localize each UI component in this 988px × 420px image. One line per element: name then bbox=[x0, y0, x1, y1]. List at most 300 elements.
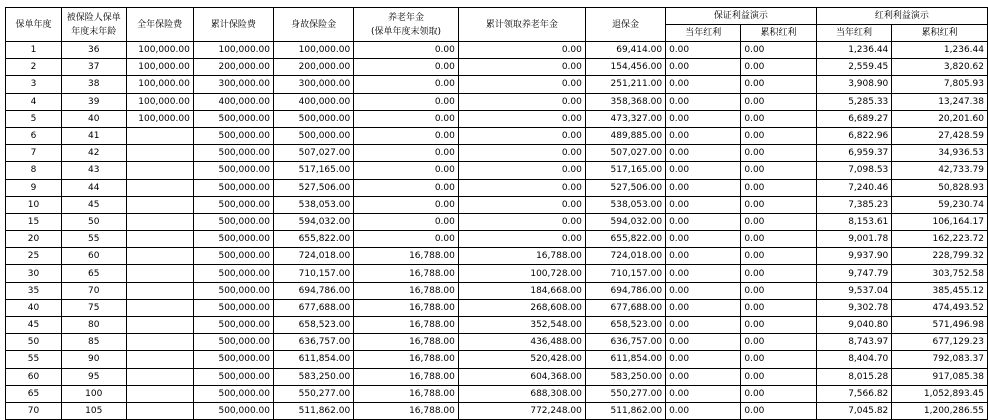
header-policy-year: 保单年度 bbox=[6, 8, 62, 42]
table-row bbox=[6, 248, 988, 265]
cell-surrender-value: 710,157.00 bbox=[585, 265, 665, 282]
cell-cumulative-pension: 0.00 bbox=[458, 93, 585, 110]
cell-cumulative-premium: 200,000.00 bbox=[193, 59, 273, 76]
cell-insured-age: 60 bbox=[61, 248, 126, 265]
cell-guaranteed-current: 0.00 bbox=[666, 265, 741, 282]
cell-bonus-current: 7,240.46 bbox=[816, 179, 892, 196]
cell-bonus-cumulative: 571,496.98 bbox=[892, 317, 988, 334]
cell-annual-premium bbox=[126, 385, 193, 402]
cell-guaranteed-current: 0.00 bbox=[666, 317, 741, 334]
cell-death-benefit: 517,165.00 bbox=[274, 162, 354, 179]
header-pension-title: 养老年金 bbox=[388, 12, 425, 23]
cell-bonus-cumulative: 385,455.12 bbox=[892, 282, 988, 299]
cell-death-benefit: 658,523.00 bbox=[274, 317, 354, 334]
cell-guaranteed-current: 0.00 bbox=[666, 334, 741, 351]
cell-cumulative-premium: 500,000.00 bbox=[193, 334, 273, 351]
cell-cumulative-pension: 0.00 bbox=[458, 42, 585, 59]
cell-cumulative-pension: 352,548.00 bbox=[458, 317, 585, 334]
cell-cumulative-premium: 500,000.00 bbox=[193, 110, 273, 127]
cell-guaranteed-current: 0.00 bbox=[666, 93, 741, 110]
cell-surrender-value: 636,757.00 bbox=[585, 334, 665, 351]
cell-bonus-cumulative: 13,247.38 bbox=[892, 93, 988, 110]
cell-death-benefit: 724,018.00 bbox=[274, 248, 354, 265]
cell-bonus-cumulative: 50,828.93 bbox=[892, 179, 988, 196]
cell-bonus-cumulative: 792,083.37 bbox=[892, 351, 988, 368]
cell-guaranteed-cumulative: 0.00 bbox=[741, 402, 816, 419]
cell-guaranteed-cumulative: 0.00 bbox=[741, 248, 816, 265]
cell-bonus-cumulative: 303,752.58 bbox=[892, 265, 988, 282]
cell-cumulative-pension: 0.00 bbox=[458, 196, 585, 213]
cell-insured-age: 80 bbox=[61, 317, 126, 334]
cell-policy-year: 15 bbox=[6, 213, 62, 230]
cell-pension: 16,788.00 bbox=[354, 317, 459, 334]
cell-guaranteed-cumulative: 0.00 bbox=[741, 265, 816, 282]
cell-cumulative-premium: 100,000.00 bbox=[193, 42, 273, 59]
cell-guaranteed-cumulative: 0.00 bbox=[741, 162, 816, 179]
cell-guaranteed-current: 0.00 bbox=[666, 127, 741, 144]
table-row bbox=[6, 162, 988, 179]
cell-policy-year: 4 bbox=[6, 93, 62, 110]
cell-surrender-value: 550,277.00 bbox=[585, 385, 665, 402]
cell-policy-year: 9 bbox=[6, 179, 62, 196]
cell-policy-year: 8 bbox=[6, 162, 62, 179]
cell-surrender-value: 724,018.00 bbox=[585, 248, 665, 265]
cell-pension: 16,788.00 bbox=[354, 368, 459, 385]
cell-guaranteed-current: 0.00 bbox=[666, 282, 741, 299]
cell-pension: 0.00 bbox=[354, 42, 459, 59]
cell-cumulative-pension: 436,488.00 bbox=[458, 334, 585, 351]
cell-bonus-current: 8,015.28 bbox=[816, 368, 892, 385]
table-row bbox=[6, 351, 988, 368]
cell-cumulative-pension: 184,668.00 bbox=[458, 282, 585, 299]
cell-pension: 0.00 bbox=[354, 196, 459, 213]
cell-policy-year: 50 bbox=[6, 334, 62, 351]
cell-cumulative-pension: 604,368.00 bbox=[458, 368, 585, 385]
cell-surrender-value: 538,053.00 bbox=[585, 196, 665, 213]
cell-pension: 16,788.00 bbox=[354, 334, 459, 351]
cell-annual-premium bbox=[126, 265, 193, 282]
cell-bonus-cumulative: 162,223.72 bbox=[892, 231, 988, 248]
cell-pension: 0.00 bbox=[354, 162, 459, 179]
cell-cumulative-pension: 0.00 bbox=[458, 76, 585, 93]
cell-insured-age: 37 bbox=[61, 59, 126, 76]
cell-death-benefit: 300,000.00 bbox=[274, 76, 354, 93]
cell-guaranteed-current: 0.00 bbox=[666, 299, 741, 316]
cell-annual-premium bbox=[126, 402, 193, 419]
table-row bbox=[6, 76, 988, 93]
header-insured-age-label: 被保险人保单年度末年龄 bbox=[66, 12, 121, 37]
cell-policy-year: 40 bbox=[6, 299, 62, 316]
cell-surrender-value: 69,414.00 bbox=[585, 42, 665, 59]
cell-cumulative-premium: 500,000.00 bbox=[193, 351, 273, 368]
cell-cumulative-premium: 500,000.00 bbox=[193, 196, 273, 213]
cell-guaranteed-current: 0.00 bbox=[666, 213, 741, 230]
cell-insured-age: 50 bbox=[61, 213, 126, 230]
cell-annual-premium: 100,000.00 bbox=[126, 59, 193, 76]
cell-policy-year: 6 bbox=[6, 127, 62, 144]
cell-policy-year: 30 bbox=[6, 265, 62, 282]
cell-bonus-cumulative: 474,493.52 bbox=[892, 299, 988, 316]
table-row bbox=[6, 213, 988, 230]
cell-cumulative-pension: 268,608.00 bbox=[458, 299, 585, 316]
cell-annual-premium bbox=[126, 334, 193, 351]
cell-cumulative-pension: 0.00 bbox=[458, 162, 585, 179]
cell-surrender-value: 611,854.00 bbox=[585, 351, 665, 368]
cell-bonus-cumulative: 7,805.93 bbox=[892, 76, 988, 93]
cell-bonus-current: 9,747.79 bbox=[816, 265, 892, 282]
cell-annual-premium bbox=[126, 351, 193, 368]
cell-death-benefit: 200,000.00 bbox=[274, 59, 354, 76]
cell-guaranteed-cumulative: 0.00 bbox=[741, 42, 816, 59]
cell-annual-premium: 100,000.00 bbox=[126, 42, 193, 59]
cell-guaranteed-cumulative: 0.00 bbox=[741, 110, 816, 127]
cell-surrender-value: 489,885.00 bbox=[585, 127, 665, 144]
cell-guaranteed-current: 0.00 bbox=[666, 368, 741, 385]
cell-bonus-current: 1,236.44 bbox=[816, 42, 892, 59]
cell-cumulative-premium: 500,000.00 bbox=[193, 145, 273, 162]
cell-insured-age: 105 bbox=[61, 402, 126, 419]
cell-guaranteed-cumulative: 0.00 bbox=[741, 334, 816, 351]
header-death-benefit: 身故保险金 bbox=[274, 8, 354, 42]
cell-death-benefit: 500,000.00 bbox=[274, 127, 354, 144]
cell-surrender-value: 694,786.00 bbox=[585, 282, 665, 299]
cell-bonus-cumulative: 1,052,893.45 bbox=[892, 385, 988, 402]
cell-bonus-cumulative: 1,236.44 bbox=[892, 42, 988, 59]
cell-insured-age: 38 bbox=[61, 76, 126, 93]
cell-guaranteed-cumulative: 0.00 bbox=[741, 196, 816, 213]
cell-annual-premium bbox=[126, 145, 193, 162]
table-row bbox=[6, 127, 988, 144]
cell-pension: 16,788.00 bbox=[354, 282, 459, 299]
cell-policy-year: 1 bbox=[6, 42, 62, 59]
cell-guaranteed-current: 0.00 bbox=[666, 110, 741, 127]
cell-guaranteed-cumulative: 0.00 bbox=[741, 299, 816, 316]
cell-pension: 0.00 bbox=[354, 110, 459, 127]
cell-guaranteed-cumulative: 0.00 bbox=[741, 385, 816, 402]
cell-annual-premium bbox=[126, 368, 193, 385]
cell-death-benefit: 655,822.00 bbox=[274, 231, 354, 248]
table-row bbox=[6, 265, 988, 282]
cell-bonus-current: 5,285.33 bbox=[816, 93, 892, 110]
cell-guaranteed-current: 0.00 bbox=[666, 385, 741, 402]
cell-cumulative-premium: 500,000.00 bbox=[193, 213, 273, 230]
cell-bonus-cumulative: 677,129.23 bbox=[892, 334, 988, 351]
table-row bbox=[6, 231, 988, 248]
cell-death-benefit: 527,506.00 bbox=[274, 179, 354, 196]
cell-cumulative-premium: 500,000.00 bbox=[193, 127, 273, 144]
table-row bbox=[6, 402, 988, 419]
cell-annual-premium bbox=[126, 196, 193, 213]
cell-surrender-value: 594,032.00 bbox=[585, 213, 665, 230]
cell-insured-age: 39 bbox=[61, 93, 126, 110]
cell-pension: 0.00 bbox=[354, 231, 459, 248]
cell-pension: 0.00 bbox=[354, 93, 459, 110]
cell-bonus-current: 8,743.97 bbox=[816, 334, 892, 351]
cell-insured-age: 70 bbox=[61, 282, 126, 299]
cell-annual-premium bbox=[126, 179, 193, 196]
header-cumulative-pension: 累计领取养老年金 bbox=[458, 8, 585, 42]
cell-bonus-current: 7,045.82 bbox=[816, 402, 892, 419]
cell-cumulative-premium: 500,000.00 bbox=[193, 385, 273, 402]
cell-pension: 16,788.00 bbox=[354, 265, 459, 282]
header-pension bbox=[354, 8, 459, 42]
table-row bbox=[6, 282, 988, 299]
cell-guaranteed-cumulative: 0.00 bbox=[741, 179, 816, 196]
cell-insured-age: 65 bbox=[61, 265, 126, 282]
cell-guaranteed-current: 0.00 bbox=[666, 145, 741, 162]
cell-death-benefit: 538,053.00 bbox=[274, 196, 354, 213]
cell-insured-age: 45 bbox=[61, 196, 126, 213]
cell-bonus-current: 9,302.78 bbox=[816, 299, 892, 316]
cell-cumulative-pension: 0.00 bbox=[458, 127, 585, 144]
cell-insured-age: 55 bbox=[61, 231, 126, 248]
cell-cumulative-pension: 100,728.00 bbox=[458, 265, 585, 282]
cell-annual-premium bbox=[126, 127, 193, 144]
cell-guaranteed-cumulative: 0.00 bbox=[741, 213, 816, 230]
cell-guaranteed-cumulative: 0.00 bbox=[741, 282, 816, 299]
cell-death-benefit: 611,854.00 bbox=[274, 351, 354, 368]
cell-cumulative-premium: 500,000.00 bbox=[193, 248, 273, 265]
cell-pension: 0.00 bbox=[354, 127, 459, 144]
cell-cumulative-premium: 400,000.00 bbox=[193, 93, 273, 110]
cell-insured-age: 40 bbox=[61, 110, 126, 127]
cell-guaranteed-current: 0.00 bbox=[666, 248, 741, 265]
cell-policy-year: 3 bbox=[6, 76, 62, 93]
cell-guaranteed-current: 0.00 bbox=[666, 59, 741, 76]
cell-cumulative-premium: 500,000.00 bbox=[193, 402, 273, 419]
table-row bbox=[6, 385, 988, 402]
table-row bbox=[6, 368, 988, 385]
cell-guaranteed-current: 0.00 bbox=[666, 179, 741, 196]
header-pension-subtitle: (保单年度末领取) bbox=[371, 26, 442, 37]
cell-annual-premium: 100,000.00 bbox=[126, 93, 193, 110]
cell-bonus-current: 8,404.70 bbox=[816, 351, 892, 368]
cell-policy-year: 60 bbox=[6, 368, 62, 385]
cell-pension: 0.00 bbox=[354, 145, 459, 162]
cell-bonus-cumulative: 106,164.17 bbox=[892, 213, 988, 230]
benefit-illustration-table bbox=[5, 7, 988, 420]
header-bonus-group: 红利利益演示 bbox=[816, 8, 987, 25]
cell-cumulative-premium: 300,000.00 bbox=[193, 76, 273, 93]
cell-insured-age: 90 bbox=[61, 351, 126, 368]
header-insured-age bbox=[61, 8, 126, 42]
cell-bonus-current: 9,537.04 bbox=[816, 282, 892, 299]
cell-insured-age: 44 bbox=[61, 179, 126, 196]
cell-guaranteed-current: 0.00 bbox=[666, 351, 741, 368]
cell-annual-premium bbox=[126, 231, 193, 248]
cell-insured-age: 36 bbox=[61, 42, 126, 59]
cell-pension: 0.00 bbox=[354, 76, 459, 93]
cell-surrender-value: 473,327.00 bbox=[585, 110, 665, 127]
cell-cumulative-pension: 0.00 bbox=[458, 59, 585, 76]
cell-insured-age: 42 bbox=[61, 145, 126, 162]
cell-death-benefit: 550,277.00 bbox=[274, 385, 354, 402]
header-surrender-value: 退保金 bbox=[585, 8, 665, 42]
cell-surrender-value: 154,456.00 bbox=[585, 59, 665, 76]
cell-pension: 0.00 bbox=[354, 179, 459, 196]
cell-pension: 16,788.00 bbox=[354, 351, 459, 368]
cell-policy-year: 55 bbox=[6, 351, 62, 368]
cell-pension: 0.00 bbox=[354, 213, 459, 230]
cell-bonus-current: 9,001.78 bbox=[816, 231, 892, 248]
table-row bbox=[6, 299, 988, 316]
cell-bonus-current: 3,908.90 bbox=[816, 76, 892, 93]
cell-annual-premium bbox=[126, 317, 193, 334]
cell-bonus-cumulative: 917,085.38 bbox=[892, 368, 988, 385]
cell-bonus-current: 7,098.53 bbox=[816, 162, 892, 179]
cell-guaranteed-current: 0.00 bbox=[666, 76, 741, 93]
cell-policy-year: 10 bbox=[6, 196, 62, 213]
cell-cumulative-pension: 0.00 bbox=[458, 213, 585, 230]
cell-policy-year: 70 bbox=[6, 402, 62, 419]
cell-insured-age: 75 bbox=[61, 299, 126, 316]
cell-cumulative-premium: 500,000.00 bbox=[193, 179, 273, 196]
cell-bonus-cumulative: 27,428.59 bbox=[892, 127, 988, 144]
cell-bonus-cumulative: 42,733.79 bbox=[892, 162, 988, 179]
cell-bonus-cumulative: 1,200,286.55 bbox=[892, 402, 988, 419]
header-bonus-cumulative: 累积红利 bbox=[892, 25, 988, 42]
cell-death-benefit: 507,027.00 bbox=[274, 145, 354, 162]
cell-cumulative-premium: 500,000.00 bbox=[193, 231, 273, 248]
cell-death-benefit: 400,000.00 bbox=[274, 93, 354, 110]
table-row bbox=[6, 93, 988, 110]
cell-policy-year: 45 bbox=[6, 317, 62, 334]
cell-cumulative-pension: 688,308.00 bbox=[458, 385, 585, 402]
cell-annual-premium: 100,000.00 bbox=[126, 76, 193, 93]
cell-guaranteed-cumulative: 0.00 bbox=[741, 127, 816, 144]
table-body bbox=[6, 42, 988, 420]
cell-bonus-current: 2,559.45 bbox=[816, 59, 892, 76]
cell-cumulative-pension: 0.00 bbox=[458, 110, 585, 127]
cell-cumulative-pension: 520,428.00 bbox=[458, 351, 585, 368]
cell-pension: 16,788.00 bbox=[354, 248, 459, 265]
cell-pension: 16,788.00 bbox=[354, 385, 459, 402]
header-cumulative-premium: 累计保险费 bbox=[193, 8, 273, 42]
cell-bonus-current: 7,566.82 bbox=[816, 385, 892, 402]
cell-cumulative-premium: 500,000.00 bbox=[193, 317, 273, 334]
table-row bbox=[6, 179, 988, 196]
cell-death-benefit: 100,000.00 bbox=[274, 42, 354, 59]
cell-annual-premium bbox=[126, 213, 193, 230]
table-row bbox=[6, 59, 988, 76]
cell-pension: 0.00 bbox=[354, 59, 459, 76]
cell-surrender-value: 655,822.00 bbox=[585, 231, 665, 248]
cell-policy-year: 2 bbox=[6, 59, 62, 76]
cell-bonus-current: 8,153.61 bbox=[816, 213, 892, 230]
cell-cumulative-premium: 500,000.00 bbox=[193, 162, 273, 179]
header-bonus-current: 当年红利 bbox=[816, 25, 892, 42]
cell-insured-age: 41 bbox=[61, 127, 126, 144]
cell-guaranteed-cumulative: 0.00 bbox=[741, 59, 816, 76]
cell-surrender-value: 251,211.00 bbox=[585, 76, 665, 93]
cell-cumulative-pension: 16,788.00 bbox=[458, 248, 585, 265]
cell-pension: 16,788.00 bbox=[354, 402, 459, 419]
cell-bonus-cumulative: 3,820.62 bbox=[892, 59, 988, 76]
cell-policy-year: 25 bbox=[6, 248, 62, 265]
cell-policy-year: 20 bbox=[6, 231, 62, 248]
cell-cumulative-pension: 0.00 bbox=[458, 179, 585, 196]
cell-bonus-cumulative: 20,201.60 bbox=[892, 110, 988, 127]
cell-bonus-current: 9,937.90 bbox=[816, 248, 892, 265]
cell-guaranteed-cumulative: 0.00 bbox=[741, 93, 816, 110]
cell-guaranteed-current: 0.00 bbox=[666, 196, 741, 213]
header-annual-premium: 全年保险费 bbox=[126, 8, 193, 42]
cell-surrender-value: 511,862.00 bbox=[585, 402, 665, 419]
cell-policy-year: 35 bbox=[6, 282, 62, 299]
cell-death-benefit: 636,757.00 bbox=[274, 334, 354, 351]
cell-guaranteed-current: 0.00 bbox=[666, 402, 741, 419]
cell-guaranteed-cumulative: 0.00 bbox=[741, 351, 816, 368]
cell-cumulative-premium: 500,000.00 bbox=[193, 282, 273, 299]
cell-guaranteed-cumulative: 0.00 bbox=[741, 76, 816, 93]
cell-surrender-value: 358,368.00 bbox=[585, 93, 665, 110]
cell-annual-premium bbox=[126, 282, 193, 299]
cell-death-benefit: 511,862.00 bbox=[274, 402, 354, 419]
cell-guaranteed-current: 0.00 bbox=[666, 42, 741, 59]
cell-surrender-value: 527,506.00 bbox=[585, 179, 665, 196]
header-guaranteed-cumulative: 累积红利 bbox=[741, 25, 816, 42]
cell-guaranteed-cumulative: 0.00 bbox=[741, 231, 816, 248]
cell-death-benefit: 583,250.00 bbox=[274, 368, 354, 385]
cell-cumulative-premium: 500,000.00 bbox=[193, 368, 273, 385]
cell-guaranteed-cumulative: 0.00 bbox=[741, 317, 816, 334]
cell-policy-year: 65 bbox=[6, 385, 62, 402]
cell-insured-age: 100 bbox=[61, 385, 126, 402]
cell-insured-age: 85 bbox=[61, 334, 126, 351]
table-row bbox=[6, 317, 988, 334]
table-row bbox=[6, 196, 988, 213]
table-row bbox=[6, 145, 988, 162]
table-row bbox=[6, 42, 988, 59]
cell-cumulative-pension: 0.00 bbox=[458, 231, 585, 248]
header-guaranteed-current: 当年红利 bbox=[666, 25, 741, 42]
cell-bonus-cumulative: 228,799.32 bbox=[892, 248, 988, 265]
cell-cumulative-premium: 500,000.00 bbox=[193, 265, 273, 282]
cell-annual-premium bbox=[126, 162, 193, 179]
cell-bonus-cumulative: 34,936.53 bbox=[892, 145, 988, 162]
cell-surrender-value: 517,165.00 bbox=[585, 162, 665, 179]
cell-bonus-current: 7,385.23 bbox=[816, 196, 892, 213]
cell-bonus-current: 6,959.37 bbox=[816, 145, 892, 162]
cell-annual-premium bbox=[126, 248, 193, 265]
cell-guaranteed-cumulative: 0.00 bbox=[741, 368, 816, 385]
cell-death-benefit: 694,786.00 bbox=[274, 282, 354, 299]
cell-death-benefit: 710,157.00 bbox=[274, 265, 354, 282]
cell-guaranteed-cumulative: 0.00 bbox=[741, 145, 816, 162]
cell-annual-premium bbox=[126, 299, 193, 316]
cell-bonus-current: 6,822.96 bbox=[816, 127, 892, 144]
cell-cumulative-pension: 0.00 bbox=[458, 145, 585, 162]
cell-surrender-value: 507,027.00 bbox=[585, 145, 665, 162]
cell-bonus-current: 6,689.27 bbox=[816, 110, 892, 127]
cell-guaranteed-current: 0.00 bbox=[666, 162, 741, 179]
cell-bonus-current: 9,040.80 bbox=[816, 317, 892, 334]
cell-policy-year: 5 bbox=[6, 110, 62, 127]
cell-surrender-value: 583,250.00 bbox=[585, 368, 665, 385]
cell-annual-premium: 100,000.00 bbox=[126, 110, 193, 127]
cell-insured-age: 95 bbox=[61, 368, 126, 385]
cell-bonus-cumulative: 59,230.74 bbox=[892, 196, 988, 213]
table-row bbox=[6, 110, 988, 127]
cell-cumulative-pension: 772,248.00 bbox=[458, 402, 585, 419]
cell-surrender-value: 658,523.00 bbox=[585, 317, 665, 334]
cell-surrender-value: 677,688.00 bbox=[585, 299, 665, 316]
cell-death-benefit: 500,000.00 bbox=[274, 110, 354, 127]
cell-pension: 16,788.00 bbox=[354, 299, 459, 316]
header-guaranteed-group: 保证利益演示 bbox=[666, 8, 817, 25]
cell-policy-year: 7 bbox=[6, 145, 62, 162]
cell-guaranteed-current: 0.00 bbox=[666, 231, 741, 248]
